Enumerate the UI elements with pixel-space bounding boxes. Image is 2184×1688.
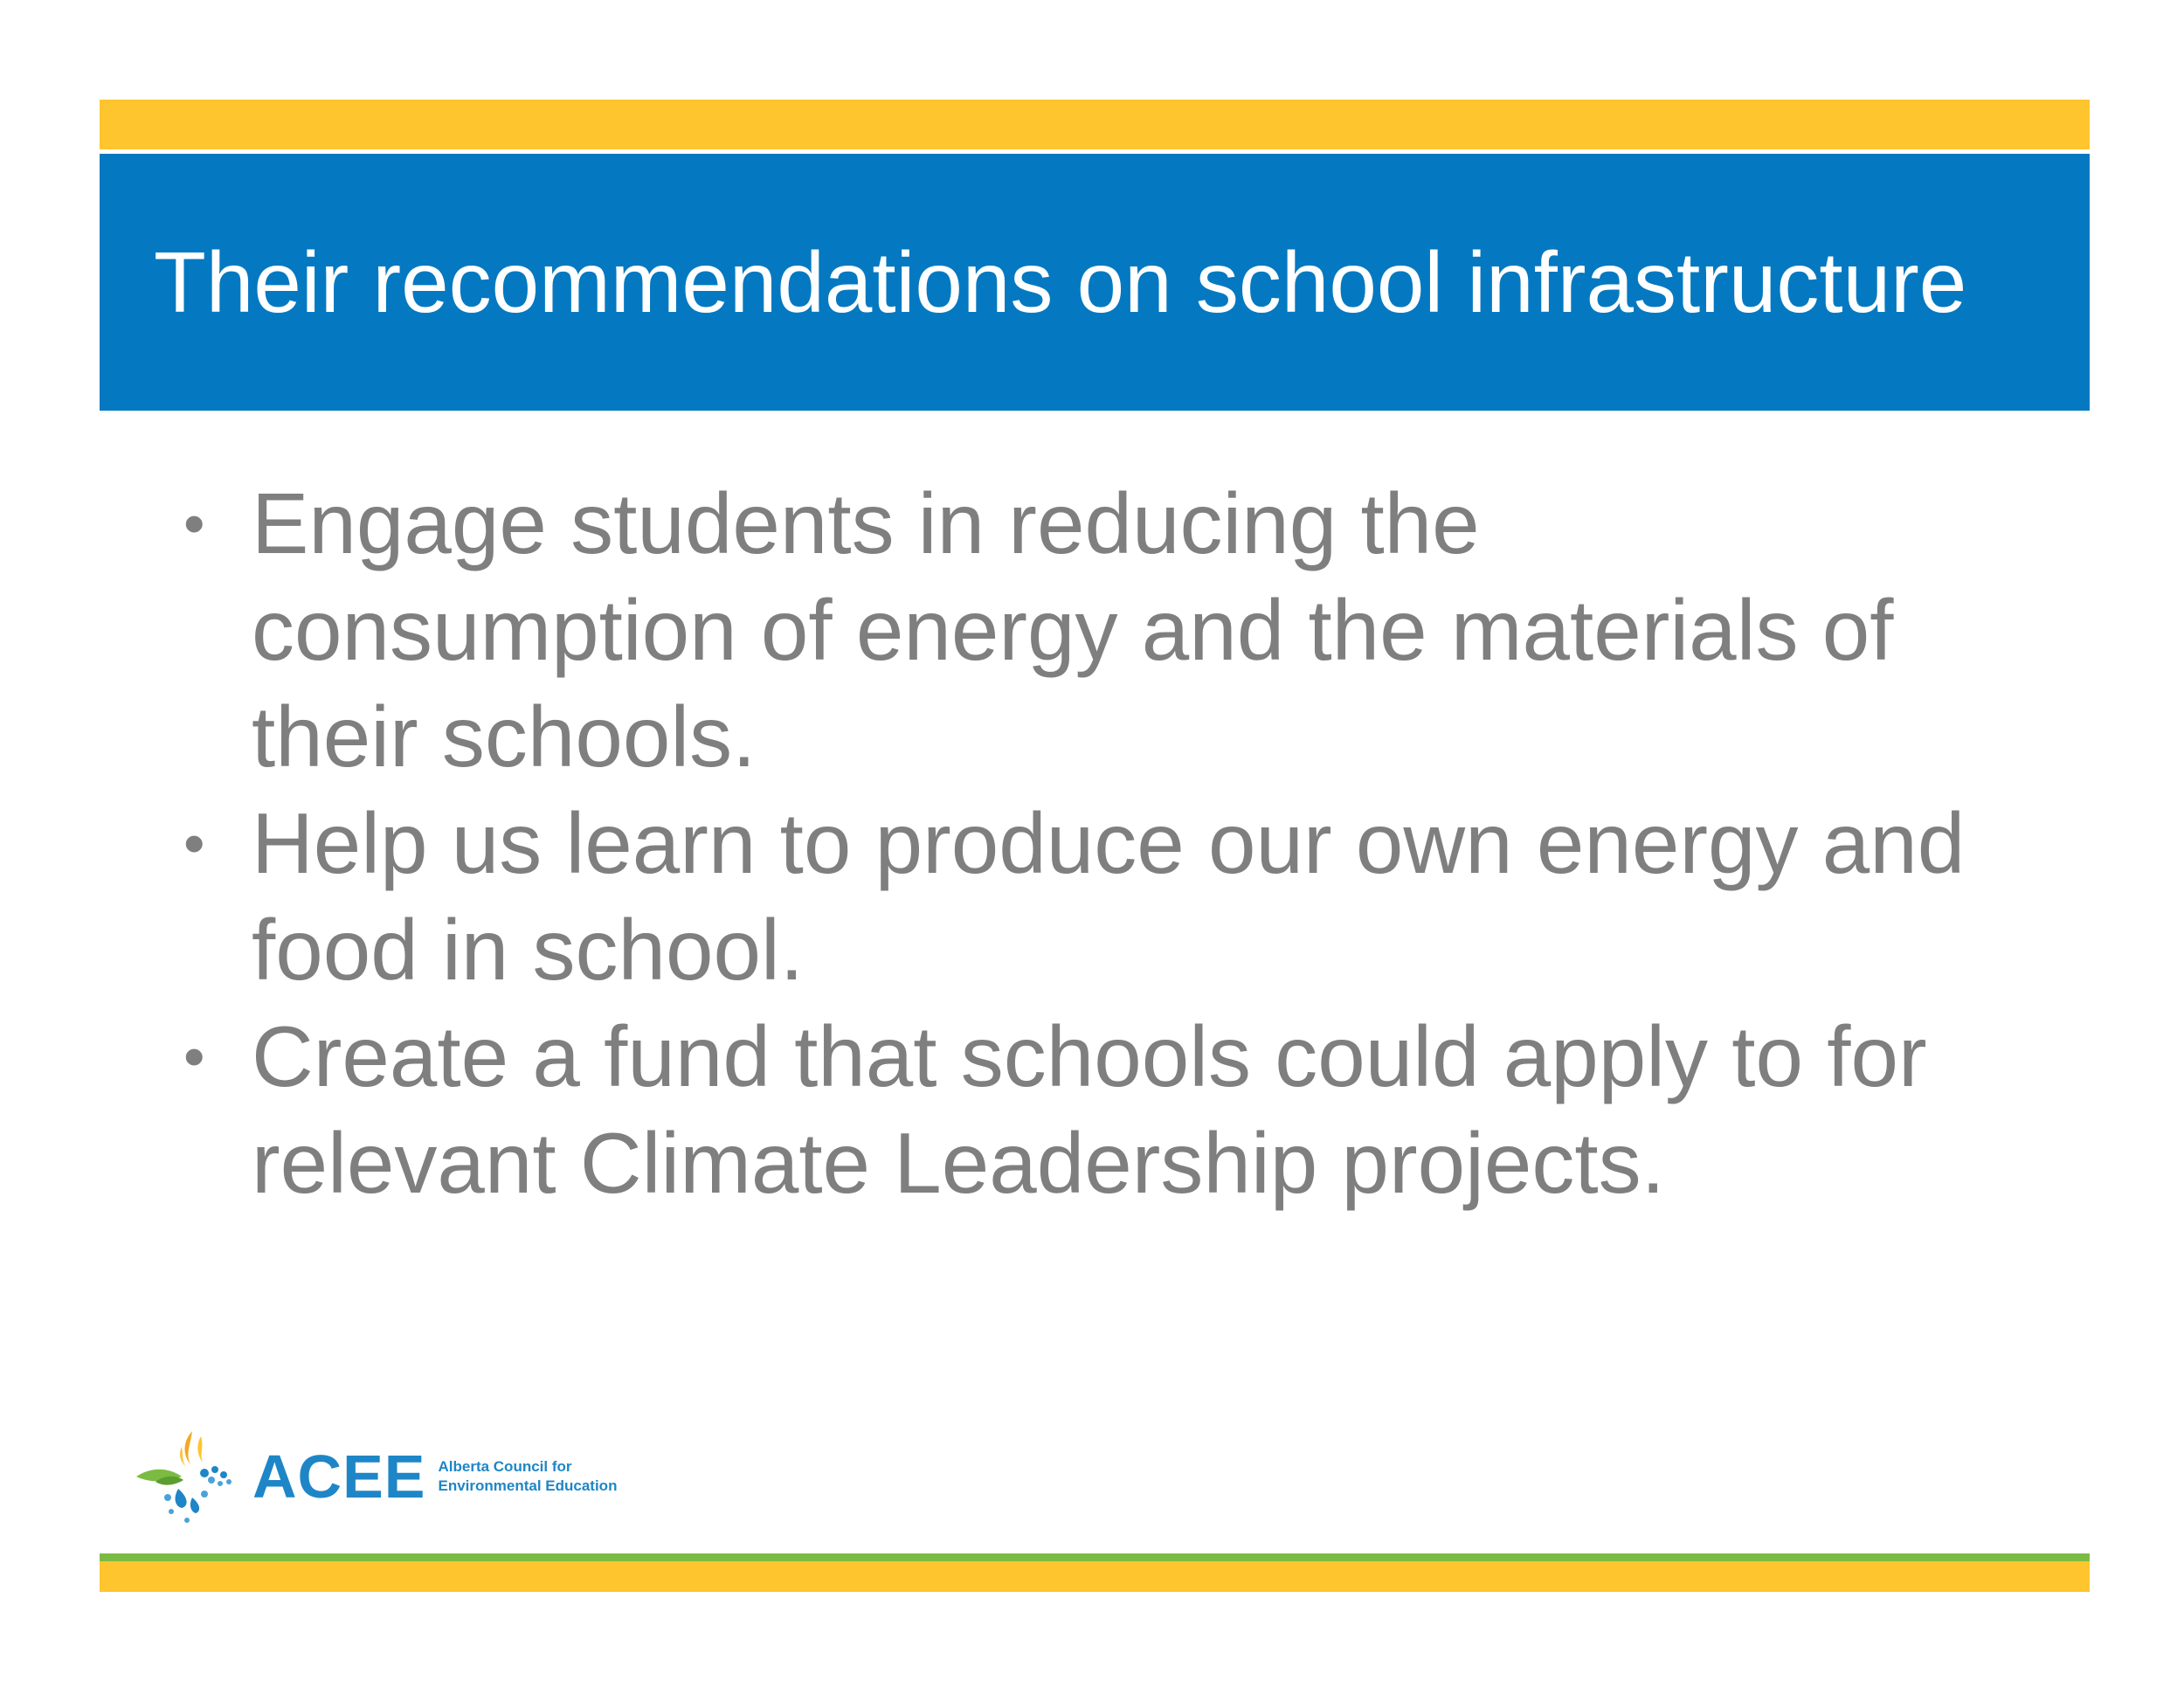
acee-logo (129, 1424, 653, 1529)
bullet-text: Create a fund that schools could apply to for relevant Climate Leadership projects. (252, 1008, 1927, 1211)
bottom-yellow-stripe (100, 1561, 2090, 1592)
bullet-text: Engage students in reducing the consumption of energy and the materials of their schools. (252, 475, 1894, 785)
top-yellow-stripe (100, 100, 2090, 149)
logo-acronym: ACEE (252, 1442, 426, 1511)
slide-title: Their recommendations on school infrastructure (154, 234, 1967, 330)
bullet-marker: • (183, 489, 205, 557)
bullet-item (183, 470, 1974, 790)
bullet-item (183, 790, 1974, 1003)
bullet-list (183, 470, 1974, 1216)
bottom-green-line (100, 1553, 2090, 1561)
title-bar (100, 154, 2090, 411)
bullet-item (183, 1003, 1974, 1216)
acee-sun-leaf-water-icon (129, 1424, 247, 1529)
bullet-text: Help us learn to produce our own energy and food in school. (252, 795, 1966, 998)
logo-subtitle-line1: Alberta Council for (438, 1458, 572, 1475)
bullet-marker: • (183, 1022, 205, 1090)
logo-subtitle (438, 1457, 617, 1496)
bullet-marker: • (183, 809, 205, 877)
logo-subtitle-line2: Environmental Education (438, 1477, 618, 1494)
